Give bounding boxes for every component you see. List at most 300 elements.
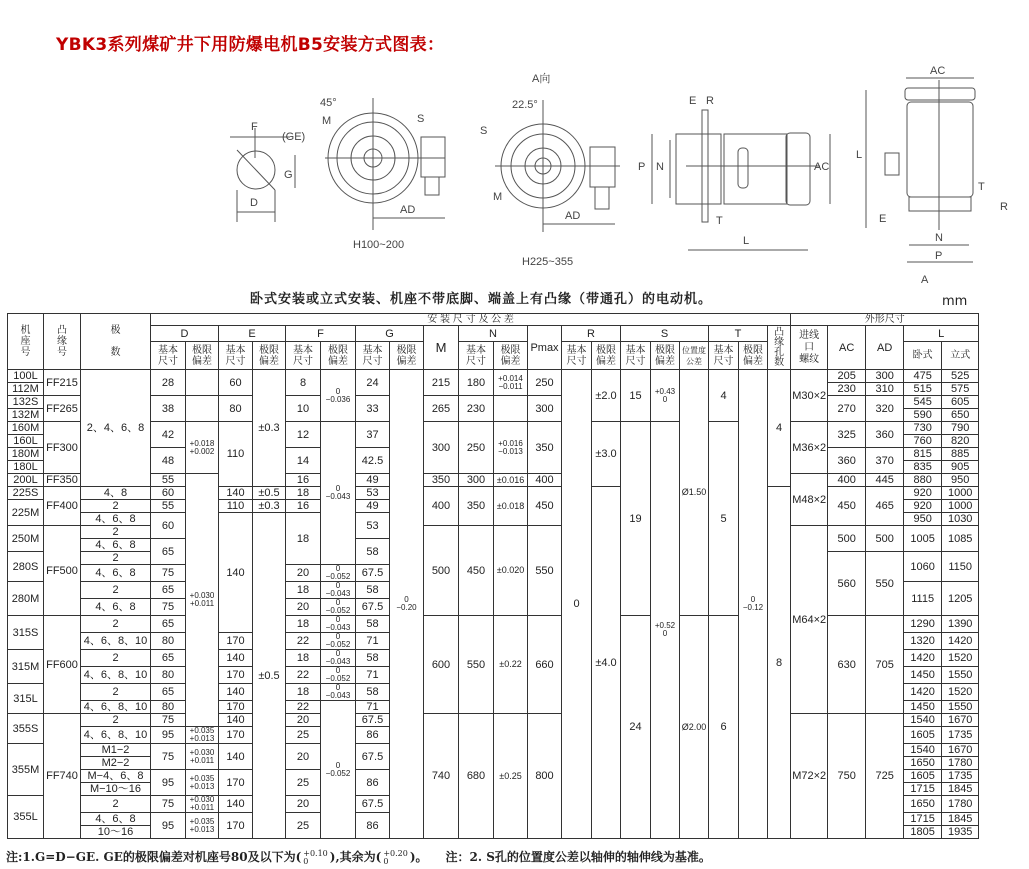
cell-frame: 225M: [8, 500, 44, 526]
cell-n: 250: [459, 422, 494, 474]
cell-l-vertical: 1520: [942, 650, 979, 667]
cell-f: 20: [286, 744, 321, 770]
cell-poles: M2−2: [81, 757, 151, 770]
cell-ad: 705: [866, 616, 904, 714]
cell-poles: 2: [81, 582, 151, 599]
cell-l-horizontal: 1650: [904, 796, 942, 813]
cell-ac: 500: [828, 526, 866, 552]
cell-f: 18: [286, 616, 321, 633]
label-t: T: [716, 215, 723, 227]
label-n: N: [656, 161, 664, 173]
cell-m: 400: [424, 487, 459, 526]
cell-n-tol: ±0.25: [494, 714, 528, 839]
cell-t: 4: [709, 370, 739, 422]
label-p: P: [935, 250, 943, 262]
cell-g: 58: [356, 616, 390, 633]
diagram-h225-355: [480, 71, 620, 268]
cell-e: 110: [219, 422, 253, 487]
header-r-tol: 极限 偏差: [592, 342, 621, 370]
header-s-pos-tol: 位置度 公差: [680, 342, 709, 370]
cell-poles: 2: [81, 714, 151, 727]
cell-f: 18: [286, 684, 321, 701]
cell-flange: FF300: [44, 422, 81, 474]
cell-poles: 4、6、8: [81, 513, 151, 526]
cell-r-tol: ±2.0: [592, 370, 621, 422]
cell-n: 550: [459, 616, 494, 714]
cell-ad: 300: [866, 370, 904, 383]
cell-ac: 230: [828, 383, 866, 396]
cell-g: 67.5: [356, 744, 390, 770]
cell-l-horizontal: 1650: [904, 757, 942, 770]
cell-n-tol: ±0.018: [494, 487, 528, 526]
cell-e: 140: [219, 684, 253, 701]
header-f-tol: 极限 偏差: [321, 342, 356, 370]
cell-n-tol: ±0.020: [494, 526, 528, 616]
cell-l-horizontal: 1320: [904, 633, 942, 650]
cell-l-horizontal: 920: [904, 500, 942, 513]
cell-e: 140: [219, 487, 253, 500]
cell-l-horizontal: 835: [904, 461, 942, 474]
fraction-upper: +0.10: [303, 848, 328, 858]
cell-poles: M1−2: [81, 744, 151, 757]
cell-t: 5: [709, 422, 739, 616]
cell-l-vertical: 1030: [942, 513, 979, 526]
cell-l-horizontal: 1290: [904, 616, 942, 633]
cell-d: 60: [151, 513, 186, 539]
cell-ac: 205: [828, 370, 866, 383]
table-body: [8, 370, 979, 839]
cell-l-vertical: 1085: [942, 526, 979, 552]
cell-m: 215: [424, 370, 459, 396]
cell-ac: 270: [828, 396, 866, 422]
cell-d: 95: [151, 727, 186, 744]
cell-l-vertical: 950: [942, 474, 979, 487]
cell-f-tol: 0 −0.043: [321, 422, 356, 565]
cell-f-tol: 0 −0.043: [321, 684, 356, 701]
cell-g: 67.5: [356, 714, 390, 727]
cell-thread: M30×2: [791, 370, 828, 422]
header-n-basic: 基本 尺寸: [459, 342, 494, 370]
cell-m: 600: [424, 616, 459, 714]
cell-frame: 160M: [8, 422, 44, 435]
cell-l-horizontal: 1540: [904, 714, 942, 727]
cell-l-vertical: 790: [942, 422, 979, 435]
cell-l-vertical: 905: [942, 461, 979, 474]
page-title: YBK3系列煤矿井下用防爆电机B5安装方式图表：: [56, 35, 445, 55]
cell-e: 170: [219, 701, 253, 714]
cell-l-vertical: 885: [942, 448, 979, 461]
label-t: T: [978, 181, 985, 193]
cell-poles: 4、6、8、10: [81, 727, 151, 744]
fraction-upper: +0.20: [383, 848, 408, 858]
cell-ac: 630: [828, 616, 866, 714]
cell-f: 22: [286, 701, 321, 714]
cell-ac: 560: [828, 552, 866, 616]
cell-pmax: 400: [528, 474, 562, 487]
cell-f: 18: [286, 650, 321, 667]
cell-n-tol: [494, 396, 528, 422]
cell-e: 140: [219, 650, 253, 667]
cell-n: 300: [459, 474, 494, 487]
label-ad: AD: [565, 210, 581, 222]
cell-ac: 400: [828, 474, 866, 487]
diagram-h100-200: [230, 97, 445, 251]
header-r: R: [562, 326, 621, 342]
cell-poles: 2: [81, 796, 151, 813]
table-row: [8, 714, 979, 727]
cell-r: 0: [562, 370, 592, 839]
cell-g: 71: [356, 633, 390, 650]
table-row: [8, 370, 979, 383]
cell-s-pos: Ø1.50: [680, 370, 709, 616]
note-1-text-end: )。: [409, 850, 428, 864]
label-m: M: [493, 191, 503, 203]
cell-d-tol: +0.035 +0.013: [186, 727, 219, 744]
cell-f: 20: [286, 599, 321, 616]
header-f-basic: 基本 尺寸: [286, 342, 321, 370]
cell-n: 450: [459, 526, 494, 616]
cell-n-tol: +0.014 −0.011: [494, 370, 528, 396]
cell-poles: 4、6、8: [81, 565, 151, 582]
cell-s: 24: [621, 616, 651, 839]
label-e: E: [689, 95, 697, 107]
cell-pmax: 300: [528, 396, 562, 422]
cell-poles: 4、6、8: [81, 813, 151, 826]
cell-n-tol: ±0.016: [494, 474, 528, 487]
cell-e-tol: ±0.3: [253, 500, 286, 513]
cell-l-horizontal: 515: [904, 383, 942, 396]
cell-m: 740: [424, 714, 459, 839]
cell-l-vertical: 1845: [942, 783, 979, 796]
cell-f: 14: [286, 448, 321, 474]
installation-diagrams: [0, 0, 1029, 290]
cell-l-vertical: 1670: [942, 744, 979, 757]
cell-pmax: 660: [528, 616, 562, 714]
cell-l-horizontal: 1605: [904, 727, 942, 744]
label-a-view: A向: [532, 73, 551, 85]
cell-l-vertical: 1550: [942, 701, 979, 714]
cell-e: 140: [219, 714, 253, 727]
cell-poles: 2、4、6、8: [81, 370, 151, 487]
cell-d: 38: [151, 396, 186, 422]
cell-d: 65: [151, 684, 186, 701]
cell-f: 20: [286, 714, 321, 727]
label-e: E: [879, 213, 887, 225]
cell-l-vertical: 1735: [942, 770, 979, 783]
cell-l-horizontal: 760: [904, 435, 942, 448]
cell-frame: 132S: [8, 396, 44, 409]
cell-e: 60: [219, 370, 253, 396]
header-flange: 凸 缘 号: [44, 314, 81, 370]
header-poles: 极 数: [81, 314, 151, 370]
cell-l-vertical: 1735: [942, 727, 979, 744]
cell-flange: FF215: [44, 370, 81, 396]
cell-g: 71: [356, 701, 390, 714]
cell-d: 42: [151, 422, 186, 448]
cell-ad: 320: [866, 396, 904, 422]
table-row: [8, 422, 979, 435]
cell-g: 58: [356, 539, 390, 565]
cell-frame: 250M: [8, 526, 44, 552]
cell-l-horizontal: 1715: [904, 783, 942, 796]
cell-poles: M−10～16: [81, 783, 151, 796]
cell-s-tol: +0.43 0: [651, 370, 680, 422]
cell-g: 67.5: [356, 796, 390, 813]
cell-poles: 2: [81, 616, 151, 633]
header-d: D: [151, 326, 219, 342]
cell-s: 15: [621, 370, 651, 422]
cell-l-vertical: 1550: [942, 667, 979, 684]
cell-g: 67.5: [356, 599, 390, 616]
cell-pmax: 550: [528, 526, 562, 616]
cell-f: 22: [286, 633, 321, 650]
label-r: R: [706, 95, 714, 107]
cell-g: 37: [356, 422, 390, 448]
cell-flange: FF500: [44, 526, 81, 616]
cell-f-tol: 0 −0.043: [321, 650, 356, 667]
cell-g: 42.5: [356, 448, 390, 474]
cell-r-tol: ±3.0: [592, 422, 621, 487]
header-frame: 机 座 号: [8, 314, 44, 370]
cell-l-horizontal: 1450: [904, 667, 942, 684]
cell-g: 86: [356, 770, 390, 796]
label-ac: AC: [814, 161, 830, 173]
cell-d: 75: [151, 565, 186, 582]
header-t-tol: 极限 偏差: [739, 342, 768, 370]
cell-g: 86: [356, 813, 390, 839]
header-holes: 凸 缘 孔 数: [768, 326, 791, 370]
cell-l-vertical: 1845: [942, 813, 979, 826]
cell-e: 170: [219, 727, 253, 744]
cell-ad: 550: [866, 552, 904, 616]
cell-frame: 200L: [8, 474, 44, 487]
label-angle-45: 45°: [320, 97, 337, 109]
header-d-basic: 基本 尺寸: [151, 342, 186, 370]
cell-d: 65: [151, 616, 186, 633]
cell-flange: FF400: [44, 487, 81, 526]
cell-m: 350: [424, 474, 459, 487]
cell-l-horizontal: 1715: [904, 813, 942, 826]
cell-d: 48: [151, 448, 186, 474]
cell-d-tol: +0.018 +0.002: [186, 422, 219, 474]
label-ad: AD: [400, 204, 416, 216]
cell-l-vertical: 1935: [942, 826, 979, 839]
cell-l-vertical: 1000: [942, 487, 979, 500]
label-d: D: [250, 197, 258, 209]
cell-n-tol: +0.016 −0.013: [494, 422, 528, 474]
unit-label: mm: [942, 294, 968, 309]
tolerance-fraction-2: [383, 850, 408, 866]
cell-f-tol: 0 −0.043: [321, 582, 356, 599]
cell-d: 55: [151, 500, 186, 513]
cell-d-tol: +0.030 +0.011: [186, 796, 219, 813]
cell-pmax: 450: [528, 487, 562, 526]
header-outline: 外形尺寸: [791, 314, 979, 326]
cell-f: 12: [286, 422, 321, 448]
cell-s: 19: [621, 422, 651, 616]
cell-d: 80: [151, 667, 186, 684]
cell-s-pos: Ø2.00: [680, 616, 709, 839]
cell-ad: 445: [866, 474, 904, 487]
cell-thread: M36×2: [791, 422, 828, 474]
cell-poles: 2: [81, 552, 151, 565]
cell-ac: 360: [828, 448, 866, 474]
cell-e: 170: [219, 633, 253, 650]
cell-f-tol: 0 −0.043: [321, 616, 356, 633]
cell-g-tol: 0 −0.20: [390, 370, 424, 839]
cell-f-tol: 0 −0.052: [321, 599, 356, 616]
note-2-text: 注：2. S孔的位置度公差以轴伸的轴伸线为基准。: [445, 850, 711, 864]
header-e-tol: 极限 偏差: [253, 342, 286, 370]
cell-ad: 360: [866, 422, 904, 448]
cell-d: 75: [151, 714, 186, 727]
cell-l-vertical: 605: [942, 396, 979, 409]
cell-d: 75: [151, 796, 186, 813]
cell-holes: 4: [768, 370, 791, 487]
cell-g: 33: [356, 396, 390, 422]
header-e-basic: 基本 尺寸: [219, 342, 253, 370]
header-e: E: [219, 326, 286, 342]
cell-d-tol: +0.035 +0.013: [186, 770, 219, 796]
cell-l-horizontal: 1805: [904, 826, 942, 839]
cell-frame: 160L: [8, 435, 44, 448]
cell-d: 28: [151, 370, 186, 396]
header-pmax: Pmax: [528, 326, 562, 370]
cell-e: 170: [219, 770, 253, 796]
cell-d: 60: [151, 487, 186, 500]
cell-n-tol: ±0.22: [494, 616, 528, 714]
cell-g: 24: [356, 370, 390, 396]
cell-pmax: 350: [528, 422, 562, 474]
cell-frame: 355M: [8, 744, 44, 796]
cell-l-vertical: 1780: [942, 757, 979, 770]
cell-g: 53: [356, 513, 390, 539]
label-p: P: [638, 161, 646, 173]
label-m: M: [322, 115, 332, 127]
fraction-lower: 0: [303, 856, 309, 866]
cell-flange: FF600: [44, 616, 81, 714]
cell-m: 300: [424, 422, 459, 474]
cell-g: 49: [356, 474, 390, 487]
cell-l-horizontal: 545: [904, 396, 942, 409]
label-n: N: [935, 232, 943, 244]
cell-frame: 315M: [8, 650, 44, 684]
cell-m: 500: [424, 526, 459, 616]
cell-l-horizontal: 880: [904, 474, 942, 487]
header-s: S: [621, 326, 709, 342]
label-s: S: [417, 113, 425, 125]
footnotes: [6, 848, 711, 866]
cell-frame: 315L: [8, 684, 44, 714]
cell-d-tol: [186, 396, 219, 422]
header-ac: AC: [828, 326, 866, 370]
cell-poles: 4、8: [81, 487, 151, 500]
cell-frame: 132M: [8, 409, 44, 422]
cell-l-horizontal: 950: [904, 513, 942, 526]
cell-g: 86: [356, 727, 390, 744]
cell-l-horizontal: 815: [904, 448, 942, 461]
header-n-tol: 极限 偏差: [494, 342, 528, 370]
label-g: G: [284, 169, 293, 181]
cell-poles: 4、6、8: [81, 599, 151, 616]
cell-f: 22: [286, 667, 321, 684]
label-angle-22-5: 22.5°: [512, 99, 538, 111]
header-r-basic: 基本 尺寸: [562, 342, 592, 370]
cell-thread: M48×2: [791, 474, 828, 526]
cell-pmax: 800: [528, 714, 562, 839]
cell-e: 80: [219, 396, 253, 422]
diagram-side-view: [638, 95, 830, 250]
cell-t-tol: 0 −0.12: [739, 370, 768, 839]
table-row: [8, 487, 979, 500]
header-t-basic: 基本 尺寸: [709, 342, 739, 370]
cell-poles: M−4、6、8: [81, 770, 151, 783]
header-m: M: [424, 326, 459, 370]
cell-frame: 315S: [8, 616, 44, 650]
cell-l-horizontal: 1115: [904, 582, 942, 616]
cell-l-vertical: 1390: [942, 616, 979, 633]
cell-f-tol: 0 −0.052: [321, 633, 356, 650]
cell-d-tol: +0.035 +0.013: [186, 813, 219, 839]
table-row: [8, 616, 979, 633]
cell-g: 53: [356, 487, 390, 500]
cell-d: 65: [151, 539, 186, 565]
cell-frame: 112M: [8, 383, 44, 396]
cell-f: 8: [286, 370, 321, 396]
cell-flange: FF265: [44, 396, 81, 422]
cell-poles: 2: [81, 650, 151, 667]
cell-poles: 2: [81, 526, 151, 539]
cell-flange: FF740: [44, 714, 81, 839]
cell-ad: 370: [866, 448, 904, 474]
cell-l-vertical: 1150: [942, 552, 979, 582]
cell-n: 350: [459, 487, 494, 526]
header-d-tol: 极限 偏差: [186, 342, 219, 370]
cell-f: 25: [286, 813, 321, 839]
cell-d: 55: [151, 474, 186, 487]
header-l-vertical: 立式: [942, 342, 979, 370]
table-row: [8, 474, 979, 487]
cell-ad: 465: [866, 487, 904, 526]
cell-l-vertical: 575: [942, 383, 979, 396]
cell-l-horizontal: 1450: [904, 701, 942, 714]
cell-n: 180: [459, 370, 494, 396]
header-s-tol: 极限 偏差: [651, 342, 680, 370]
note-1-text: 注:1.G=D−GE. GE的极限偏差对机座号80及以下为(: [6, 850, 302, 864]
cell-e: 140: [219, 744, 253, 770]
cell-f-tol: 0 −0.052: [321, 565, 356, 582]
cell-f-tol: 0 −0.052: [321, 667, 356, 684]
cell-g: 58: [356, 684, 390, 701]
cell-ac: 325: [828, 422, 866, 448]
cell-flange: FF350: [44, 474, 81, 487]
cell-frame: 180M: [8, 448, 44, 461]
caption-h100-200: H100~200: [353, 239, 405, 251]
cell-l-vertical: 820: [942, 435, 979, 448]
cell-frame: 225S: [8, 487, 44, 500]
cell-r-tol: ±4.0: [592, 487, 621, 839]
cell-f-tol: 0 −0.036: [321, 370, 356, 422]
cell-f: 16: [286, 474, 321, 487]
cell-m: 265: [424, 396, 459, 422]
cell-l-horizontal: 1005: [904, 526, 942, 552]
cell-l-vertical: 1000: [942, 500, 979, 513]
cell-d: 65: [151, 582, 186, 599]
cell-f: 16: [286, 500, 321, 513]
cell-g: 71: [356, 667, 390, 684]
cell-l-horizontal: 1540: [904, 744, 942, 757]
cell-ac: 450: [828, 487, 866, 526]
